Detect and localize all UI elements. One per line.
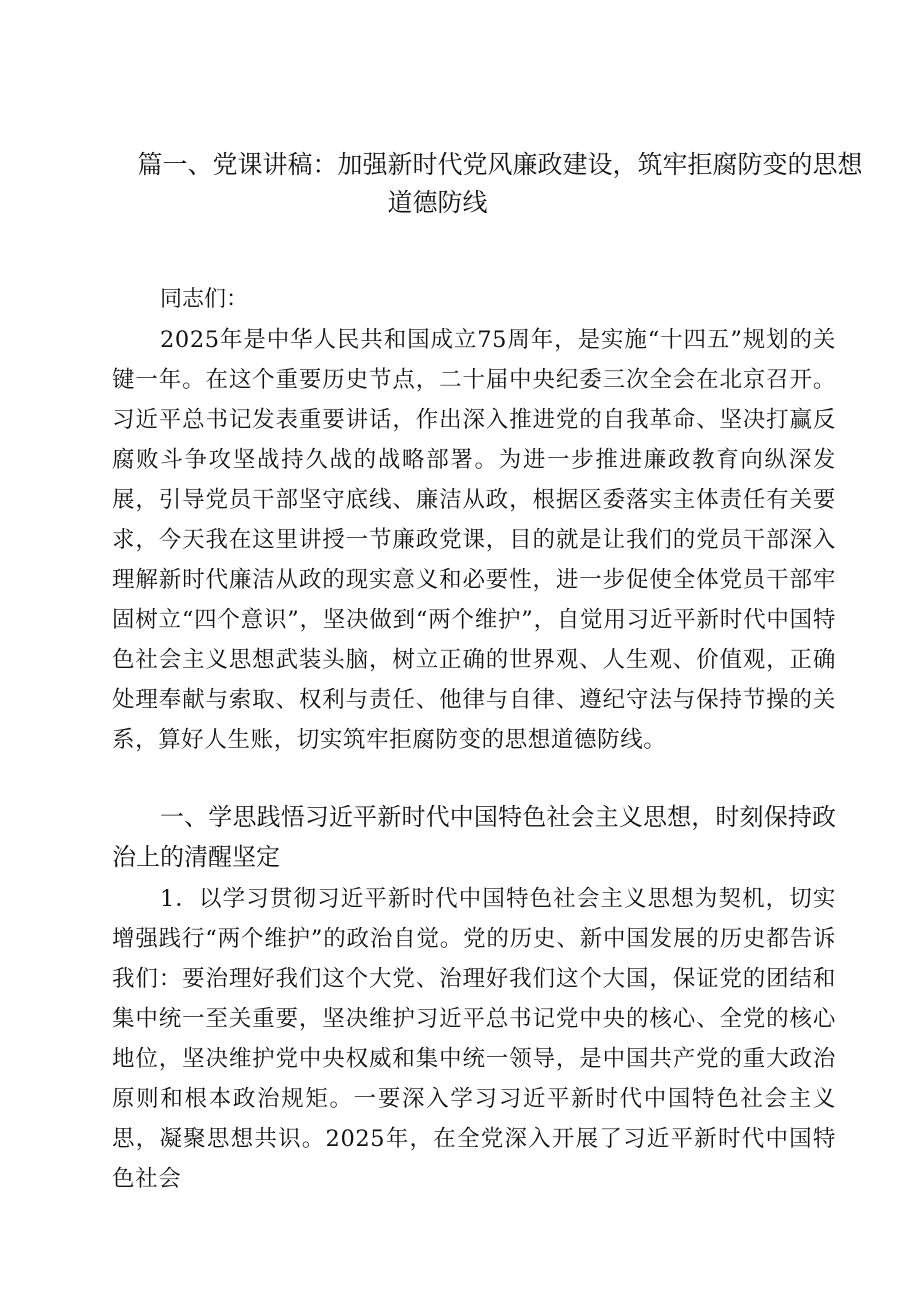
paragraph-intro: 2025年是中华人民共和国成立75周年，是实施“十四五”规划的关键一年。在这个重要历史节点，二十届中央纪委三次全会在北京召开。习近平总书记发表重要讲话，作出深入推进党的自我革命、坚决打赢反腐败斗争攻坚战持久战的战略部署。为进一步推进廉政教育向纵深发展，引导党员干部坚守底线、廉洁从政，根据区委落实主体责任有关要求，今天我在这里讲授一节廉政党课，目的就是让我们的党员干部深入理解新时代廉洁从政的现实意义和必要性，进一步促使全体党员干部牢固树立“四个意识”，坚决做到“两个维护”，自觉用习近平新时代中国特色社会主义思想武装头脑，树立正确的世界观、人生观、价值观，正确处理奉献与索取、权利与责任、他律与自律、遵纪守法与保持节操的关系，算好人生账，切实筑牢拒腐防变的思想道德防线。 [112,327,836,753]
paragraph-section-1-item-1: 1．以学习贯彻习近平新时代中国特色社会主义思想为契机，切实增强践行“两个维护”的政治自觉。党的历史、新中国发展的历史都告诉我们：要治理好我们这个大党、治理好我们这个大国，保证党的团结和集中统一至关重要，坚决维护习近平总书记党中央的核心、全党的核心地位，坚决维护党中央权威和集中统一领导，是中国共产党的重大政治原则和根本政治规矩。一要深入学习习近平新时代中国特色社会主义思，凝聚思想共识。2025年，在全党深入开展了习近平新时代中国特色社会 [112,886,836,1192]
title-line-2: 道德防线 [387,188,488,217]
document-title [110,146,890,222]
section-heading-1: 一、学思践悟习近平新时代中国特色社会主义思想，时刻保持政治上的清醒坚定 [112,803,836,871]
salutation: 同志们： [160,287,249,312]
title-line-1: 篇一、党课讲稿：加强新时代党风廉政建设，筑牢拒腐防变的思想 [137,150,863,179]
